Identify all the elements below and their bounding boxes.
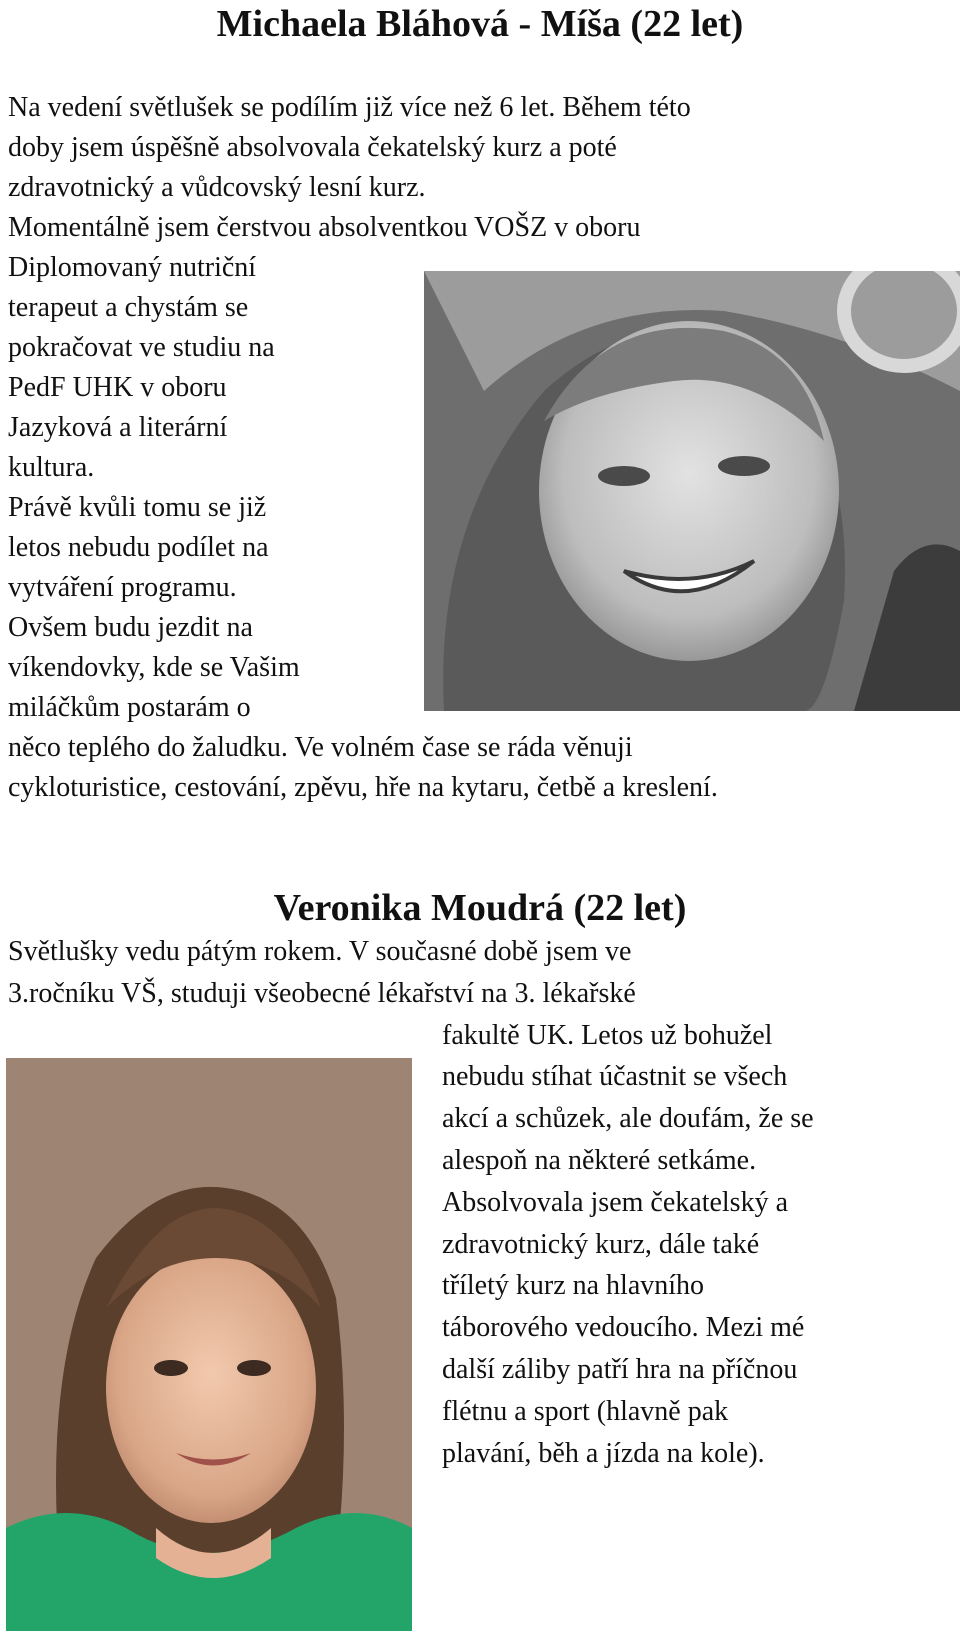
paragraph-line: Absolvovala jsem čekatelský a [442, 1186, 789, 1218]
paragraph-line: Světlušky vedu pátým rokem. V současné době jsem ve [8, 936, 632, 967]
photo-michaela [424, 271, 960, 711]
paragraph-line: nebudu stíhat účastnit se všech [442, 1061, 788, 1093]
paragraph-line: zdravotnický kurz, dále také [442, 1228, 760, 1260]
paragraph-line: další záliby patří hra na příčnou [442, 1354, 798, 1385]
paragraph-line: miláčkům postarám o [8, 692, 251, 723]
paragraph-line: fakultě UK. Letos už bohužel [442, 1019, 773, 1051]
paragraph-line: letos nebudu podílet na [8, 532, 269, 563]
paragraph-line: alespoň na některé setkáme. [442, 1145, 757, 1176]
paragraph-line: Na vedení světlušek se podílím již více než 6 let. Během této [8, 92, 691, 123]
paragraph-line: 3.ročníku VŠ, studuji všeobecné lékařství na 3. lékařské [8, 977, 636, 1009]
paragraph-line: Právě kvůli tomu se již [8, 492, 267, 523]
paragraph-line: terapeut a chystám se [8, 292, 249, 323]
paragraph-line: Jazyková a literární [8, 412, 228, 443]
paragraph-line: zdravotnický a vůdcovský lesní kurz. [8, 172, 426, 203]
paragraph-line: tříletý kurz na hlavního [442, 1270, 705, 1302]
paragraph-line: Diplomovaný nutriční [8, 252, 257, 283]
photo-veronika [6, 1058, 412, 1631]
paragraph-line: PedF UHK v oboru [8, 372, 227, 403]
paragraph-line: plavání, běh a jízda na kole). [442, 1437, 765, 1469]
paragraph-line: akcí a schůzek, ale doufám, že se [442, 1103, 814, 1135]
heading-veronika: Veronika Moudrá (22 let) [273, 887, 687, 929]
paragraph-line: Ovšem budu jezdit na [8, 612, 253, 643]
paragraph-line: táborového vedoucího. Mezi mé [442, 1312, 805, 1344]
paragraph-line: doby jsem úspěšně absolvovala čekatelský kurz a poté [8, 132, 617, 163]
paragraph-line: víkendovky, kde se Vašim [8, 652, 300, 683]
paragraph-line: pokračovat ve studiu na [8, 332, 275, 363]
paragraph-line: něco teplého do žaludku. Ve volném čase se ráda věnuji [8, 732, 633, 763]
paragraph-line: vytváření programu. [8, 572, 237, 603]
heading-michaela: Michaela Bláhová - Míša (22 let) [216, 3, 744, 45]
paragraph-line: kultura. [8, 452, 95, 483]
paragraph-line: Momentálně jsem čerstvou absolventkou VOŠZ v oboru [8, 212, 641, 243]
paragraph-line: cykloturistice, cestování, zpěvu, hře na kytaru, četbě a kreslení. [8, 772, 718, 803]
paragraph-line: flétnu a sport (hlavně pak [442, 1395, 729, 1427]
